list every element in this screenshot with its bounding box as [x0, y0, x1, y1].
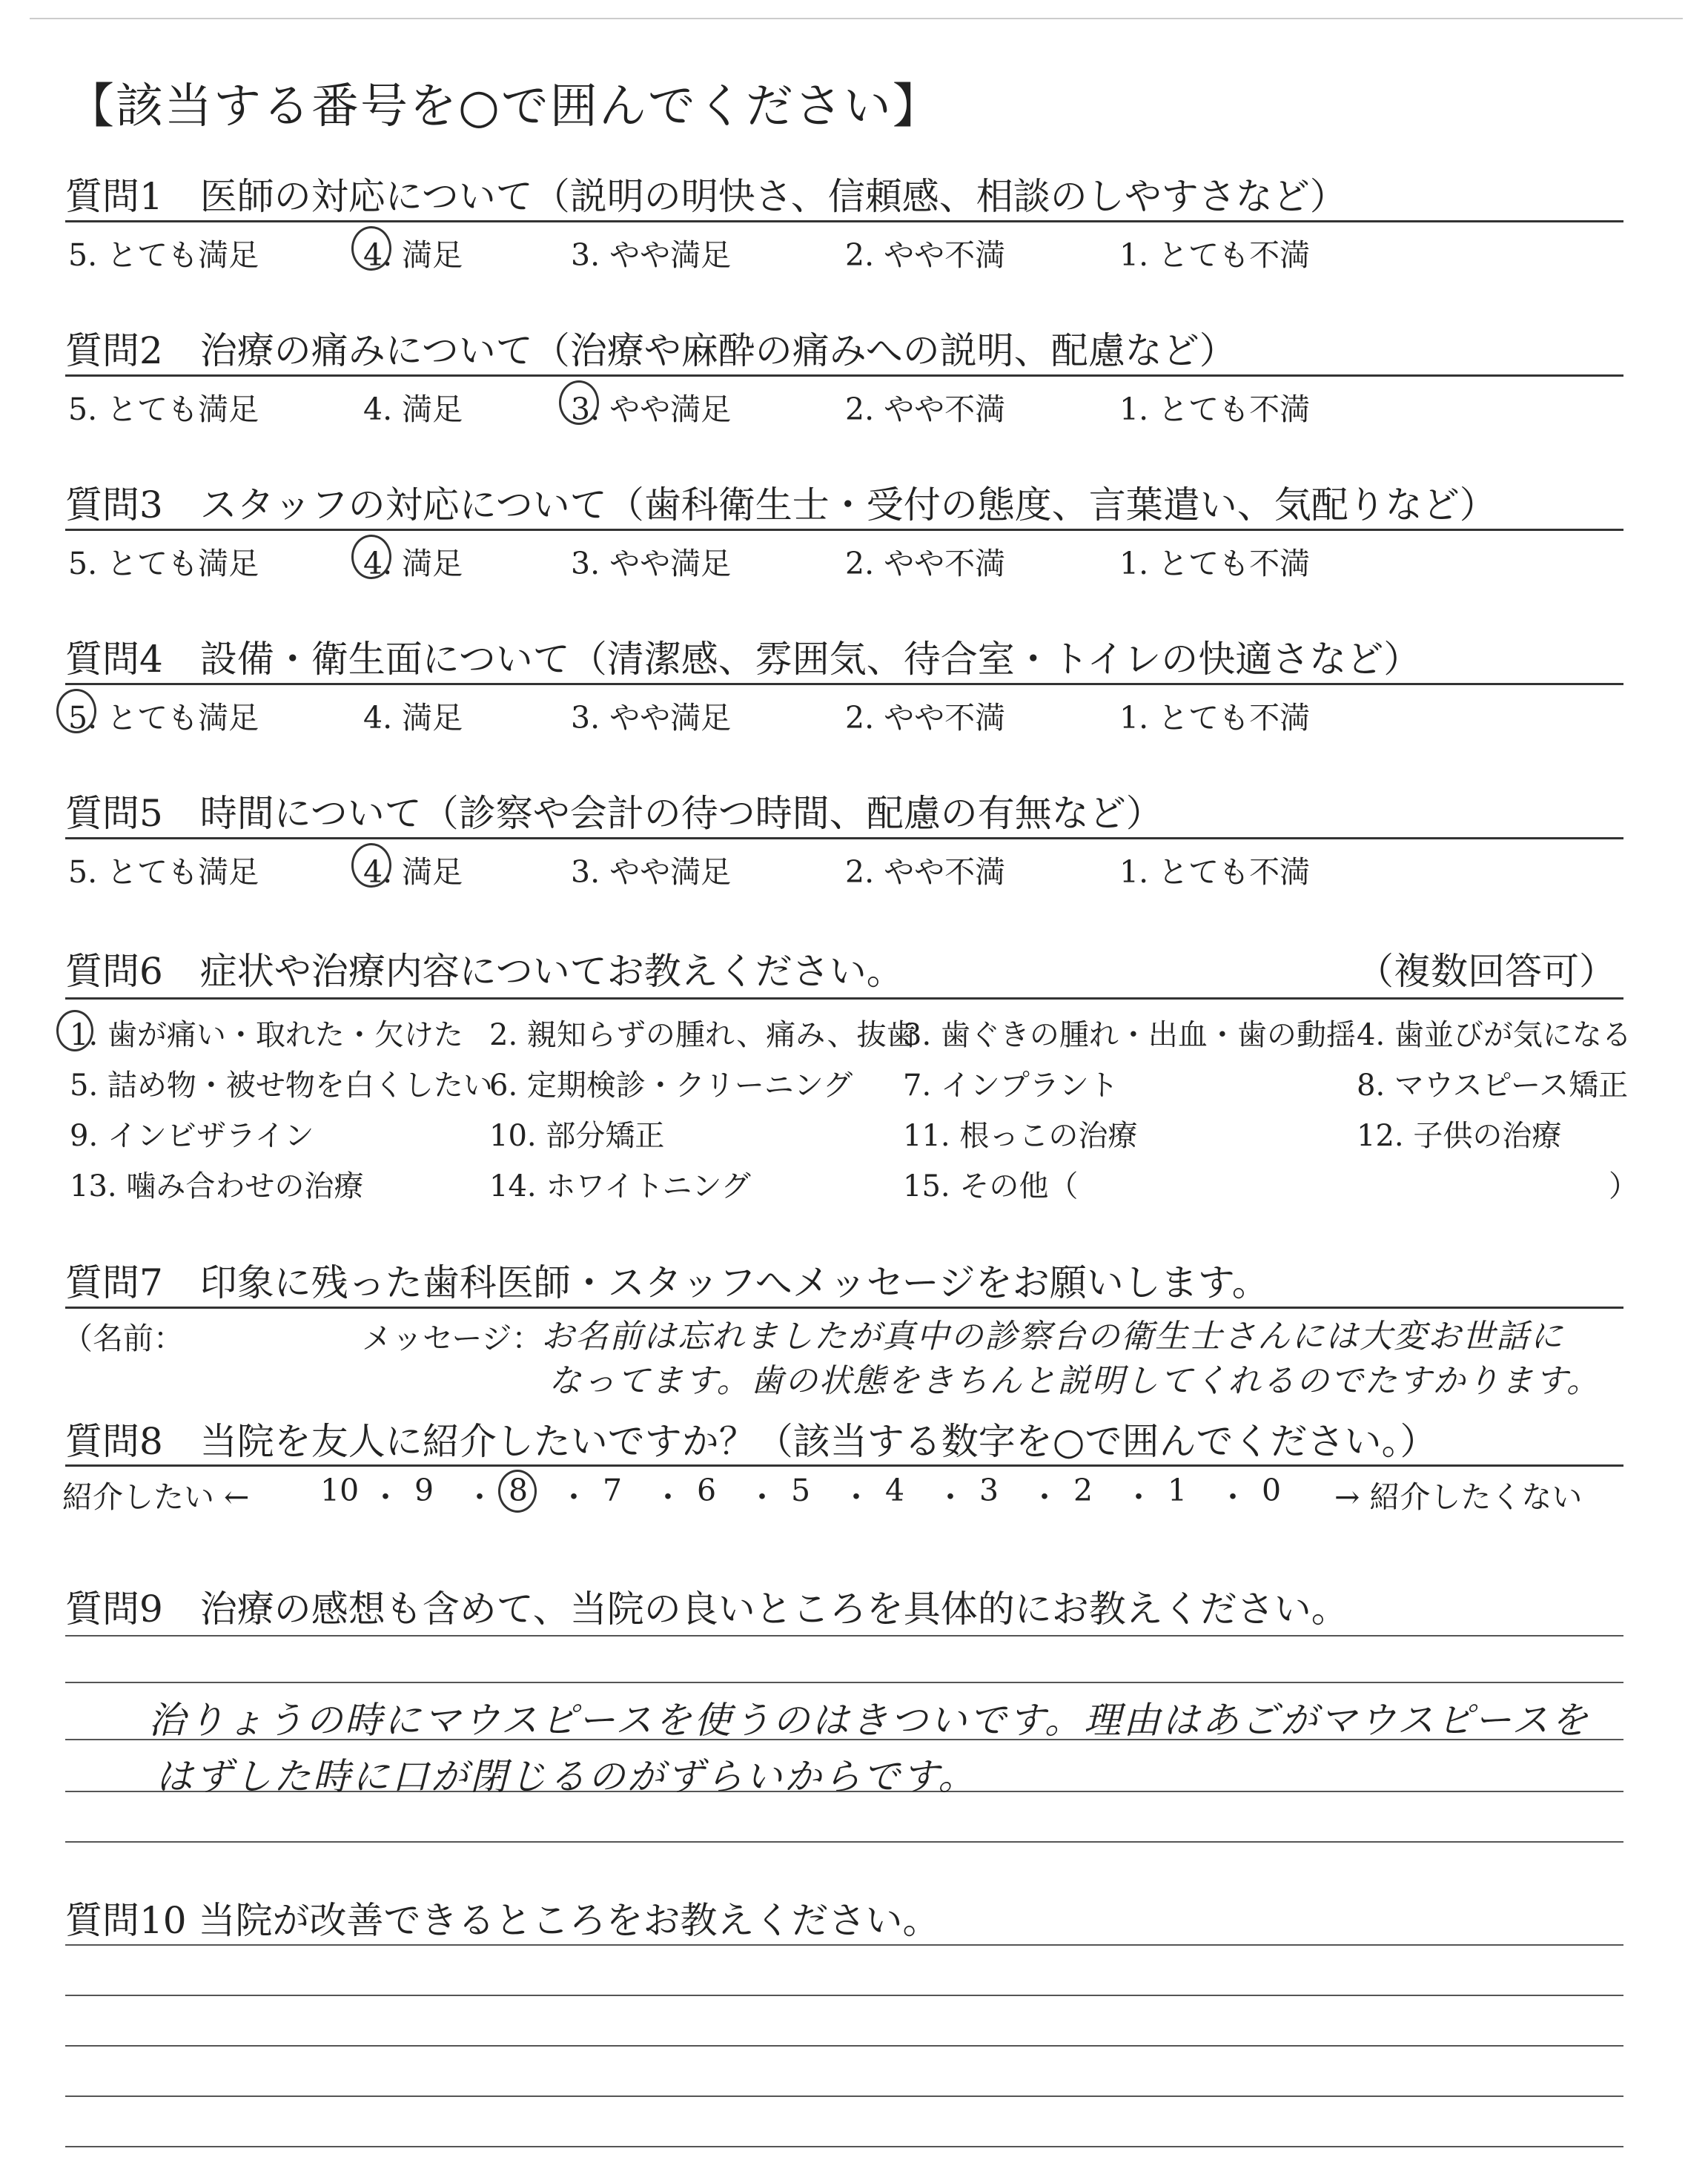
- q7-message-line2: なってます。歯の状態をきちんと説明してくれるのでたすかります。: [549, 1362, 1601, 1400]
- q8-scale-dot: ・: [464, 1479, 495, 1515]
- q2-rule: [65, 374, 1623, 377]
- q6-option-5[interactable]: 5. 詰め物・被せ物を白くしたい: [70, 1069, 493, 1103]
- q3-option-2[interactable]: 2. やや不満: [845, 546, 1006, 581]
- q8-scale-6[interactable]: 6: [697, 1473, 717, 1508]
- q2-option-1[interactable]: 1. とても不満: [1119, 392, 1311, 427]
- q3-option-4[interactable]: 4. 満足: [363, 546, 463, 581]
- page-top-edge: [30, 18, 1683, 19]
- q8-scale-dot: ・: [841, 1479, 872, 1515]
- q8-scale-dot: ・: [652, 1479, 683, 1515]
- q8-scale-1[interactable]: 1: [1168, 1473, 1188, 1508]
- q8-scale-dot: ・: [1029, 1479, 1060, 1515]
- q1-selected-circle: [351, 226, 391, 271]
- q7-rule: [65, 1307, 1623, 1309]
- q5-rule: [65, 837, 1623, 839]
- q8-scale-4[interactable]: 4: [885, 1473, 905, 1508]
- q5-option-5[interactable]: 5. とても満足: [68, 854, 259, 890]
- q8-scale-7[interactable]: 7: [603, 1473, 623, 1508]
- q6-selected-circle: [56, 1010, 93, 1051]
- q5-option-1[interactable]: 1. とても不満: [1119, 854, 1311, 890]
- q6-option-7[interactable]: 7. インプラント: [903, 1069, 1119, 1103]
- q4-title: 質問4 設備・衛生面について（清潔感、雰囲気、待合室・トイレの快適さなど）: [65, 638, 1421, 681]
- q2-option-5[interactable]: 5. とても満足: [68, 392, 259, 427]
- q8-right-label: → 紹介したくない: [1334, 1479, 1583, 1515]
- q3-option-1[interactable]: 1. とても不満: [1119, 546, 1311, 581]
- q8-left-label: 紹介したい ←: [62, 1479, 250, 1515]
- q10-line-1: [65, 1944, 1623, 1946]
- q5-title: 質問5 時間について（診察や会計の待つ時間、配慮の有無など）: [65, 792, 1163, 835]
- q1-option-4[interactable]: 4. 満足: [363, 237, 463, 273]
- q8-scale-5[interactable]: 5: [791, 1473, 811, 1508]
- q1-option-1[interactable]: 1. とても不満: [1119, 237, 1311, 273]
- q5-option-4[interactable]: 4. 満足: [363, 854, 463, 890]
- q8-rule: [65, 1464, 1623, 1467]
- q8-scale-dot: ・: [370, 1479, 401, 1515]
- q4-option-5[interactable]: 5. とても満足: [68, 700, 259, 736]
- q1-title: 質問1 医師の対応について（説明の明快さ、信頼感、相談のしやすさなど）: [65, 175, 1347, 218]
- q5-option-2[interactable]: 2. やや不満: [845, 854, 1006, 890]
- q8-scale-10[interactable]: 10: [320, 1473, 360, 1508]
- q8-scale-0[interactable]: 0: [1262, 1473, 1282, 1508]
- q7-title: 質問7 印象に残った歯科医師・スタッフへメッセージをお願いします。: [65, 1261, 1269, 1304]
- q7-name-label: （名前：: [62, 1321, 184, 1356]
- q5-option-3[interactable]: 3. やや満足: [571, 854, 732, 890]
- q4-rule: [65, 683, 1623, 685]
- q8-scale-9[interactable]: 9: [414, 1473, 434, 1508]
- q2-option-2[interactable]: 2. やや不満: [845, 392, 1006, 427]
- q8-scale-dot: ・: [747, 1479, 778, 1515]
- q6-option-10[interactable]: 10. 部分矯正: [489, 1119, 665, 1153]
- q9-answer-line2: はずした時に口が閉じるのがずらいからです。: [156, 1755, 978, 1798]
- q3-selected-circle: [351, 535, 391, 579]
- q9-line-1: [65, 1635, 1623, 1636]
- q3-option-5[interactable]: 5. とても満足: [68, 546, 259, 581]
- q4-selected-circle: [56, 689, 96, 733]
- q7-message-label: メッセージ：: [362, 1321, 543, 1356]
- q1-option-5[interactable]: 5. とても満足: [68, 237, 259, 273]
- q6-note: （複数回答可）: [1357, 950, 1616, 993]
- q3-option-3[interactable]: 3. やや満足: [571, 546, 732, 581]
- q1-option-3[interactable]: 3. やや満足: [571, 237, 732, 273]
- q3-title: 質問3 スタッフの対応について（歯科衛生士・受付の態度、言葉遣い、気配りなど）: [65, 483, 1497, 526]
- q8-selected-circle: [498, 1470, 537, 1513]
- q2-selected-circle: [559, 380, 599, 425]
- q9-title: 質問9 治療の感想も含めて、当院の良いところを具体的にお教えください。: [65, 1588, 1348, 1631]
- q8-scale-dot: ・: [935, 1479, 966, 1515]
- q6-rule: [65, 997, 1623, 1000]
- q6-option-6[interactable]: 6. 定期検診・クリーニング: [489, 1069, 853, 1103]
- q6-option-1[interactable]: 1. 歯が痛い・取れた・欠けた: [70, 1018, 463, 1052]
- q4-option-1[interactable]: 1. とても不満: [1119, 700, 1311, 736]
- q8-title: 質問8 当院を友人に紹介したいですか？（該当する数字を○で囲んでください。）: [65, 1420, 1437, 1463]
- q8-scale-dot: ・: [1217, 1479, 1248, 1515]
- q6-option-14[interactable]: 14. ホワイトニング: [489, 1169, 751, 1203]
- q6-option-15[interactable]: 15. その他（: [903, 1169, 1079, 1203]
- q10-line-5: [65, 2146, 1623, 2147]
- q5-selected-circle: [351, 843, 391, 888]
- q1-rule: [65, 220, 1623, 222]
- q6-other-close: ）: [1609, 1169, 1638, 1203]
- q6-option-2[interactable]: 2. 親知らずの腫れ、痛み、抜歯: [489, 1018, 916, 1052]
- q6-title: 質問6 症状や治療内容についてお教えください。: [65, 950, 904, 993]
- q1-option-2[interactable]: 2. やや不満: [845, 237, 1006, 273]
- q6-option-12[interactable]: 12. 子供の治療: [1357, 1119, 1562, 1153]
- q2-option-4[interactable]: 4. 満足: [363, 392, 463, 427]
- q6-option-3[interactable]: 3. 歯ぐきの腫れ・出血・歯の動揺: [903, 1018, 1356, 1052]
- q3-rule: [65, 529, 1623, 531]
- q8-scale-8[interactable]: 8: [509, 1473, 529, 1508]
- q9-line-2: [65, 1682, 1623, 1683]
- q10-title: 質問10 当院が改善できるところをお教えください。: [65, 1899, 940, 1942]
- q6-option-8[interactable]: 8. マウスピース矯正: [1357, 1069, 1629, 1103]
- q4-option-4[interactable]: 4. 満足: [363, 700, 463, 736]
- q8-scale-dot: ・: [558, 1479, 589, 1515]
- q8-scale-2[interactable]: 2: [1073, 1473, 1093, 1508]
- q8-scale-dot: ・: [1123, 1479, 1154, 1515]
- q10-line-2: [65, 1995, 1623, 1996]
- q2-option-3[interactable]: 3. やや満足: [571, 392, 732, 427]
- q9-answer-line1: 治りょうの時にマウスピースを使うのはきついです。理由はあごがマウスピースを: [148, 1699, 1590, 1742]
- q9-line-5: [65, 1841, 1623, 1843]
- q4-option-2[interactable]: 2. やや不満: [845, 700, 1006, 736]
- q8-scale-3[interactable]: 3: [979, 1473, 999, 1508]
- q7-message-line1: お名前は忘れましたが真中の診察台の衛生士さんには大変お世話に: [541, 1318, 1564, 1355]
- q6-option-4[interactable]: 4. 歯並びが気になる: [1357, 1018, 1632, 1052]
- q6-option-11[interactable]: 11. 根っこの治療: [903, 1119, 1138, 1153]
- q4-option-3[interactable]: 3. やや満足: [571, 700, 732, 736]
- q6-option-13[interactable]: 13. 噛み合わせの治療: [70, 1169, 364, 1203]
- q2-title: 質問2 治療の痛みについて（治療や麻酔の痛みへの説明、配慮など）: [65, 329, 1237, 372]
- q10-line-3: [65, 2045, 1623, 2047]
- q6-option-9[interactable]: 9. インビザライン: [70, 1119, 314, 1153]
- q10-line-4: [65, 2095, 1623, 2097]
- page-heading: 【該当する番号を○で囲んでください】: [67, 79, 941, 134]
